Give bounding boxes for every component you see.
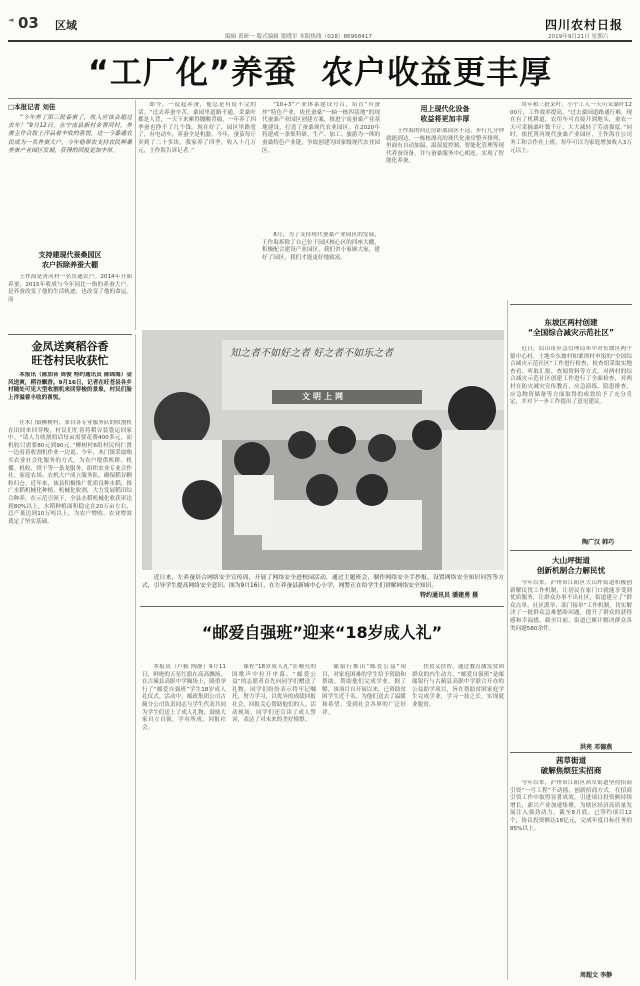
- photo-banner-text2: 文明上网: [302, 392, 346, 401]
- col-divider: [135, 100, 136, 330]
- lead-col3: “10+3”产业体系建设号召，培育“川蚕丝”特色产业，依托蚕桑“一轴一核四基地”的现代蚕桑产业园区创建方案，推进宁南蚕桑产业基地建设，打造了蚕桑现代农业园区。在2020年将建成一条集科研、生产、加工、旅游为一体的蚕桑特色产业链，争取创建为国家级现代农业园区。: [262, 102, 380, 154]
- page-number-badge: ◄ 03: [8, 14, 39, 32]
- bottom-col1: 本报讯（卢筱 陶静）9月11日，鲜艳的五星红旗在高高飘扬，在古蔺县高职中学操场上，隆重举行了“邮爱自强班”学生18岁成人礼仪式。活动中，邮政集团公司古蔺分公司负责同志与学生代表共同为学生们送上了成人礼物，鼓励大家自立自强，学有所成，回报社会。: [142, 664, 226, 731]
- issue-date: 2019年9月21日 星期六: [548, 34, 609, 40]
- lead-rule: [8, 98, 632, 99]
- lead-byline: □本报记者 刘佳: [8, 103, 56, 111]
- lead-subhead: 支持建现代蚕桑园区 农户拆除养蚕大棚: [38, 251, 102, 269]
- east-story-body: 近日，眉山市应急管理局率中对东坡区两个镇中心村、土地乡东坡村和栗坝村申报的“全国综合减灾示范社区”工作进行检查，检查组采取实地查看、听取汇报、查阅资料等方式，对两村的综合减灾示范社区创建工作进行了全面检查，对两村在防灾减灾宣传教育、应急演练、隐患排查、应急物资储备等方面取得的成效给予了充分肯定，并对下一步工作提出了意见建议。: [510, 346, 632, 406]
- jianping-story-body: 今年以来，泸州市江阳区茜草街道坚持招商引资“一号工程”不动摇，创新招商方式，在招商引资工作中取得显著成效，引进项目投资额持续增长，新兴产业加速集聚，为辖区经济高质量发展注入强劲动力，截至8月底，已签约项目12个，协议投资额达18亿元，完成年度目标任务的85%以上。: [510, 780, 632, 832]
- left-story-rule: [8, 334, 132, 335]
- bottom-story-rule: [140, 606, 504, 607]
- bottom-headline: “邮爱自强班”迎来“18岁成人礼”: [201, 623, 443, 642]
- east-story-rule: [510, 304, 632, 305]
- lead-intro: “今年养了第三批春蚕了，收入应该会超过去年！”9月12日，在宁南县新村乡箐河村，养蚕主作合股上洋品着丰收的喜悦。这一今番通农民成为一名养蚕大户，今年他带农支持农民种桑养蚕产业园区发展，获得的回报更加丰厚。: [8, 115, 132, 154]
- lead-col2: 如今，一说起养蚕，他总是有说不完的话。“过去养蚕辛苦，桑园里道路不通，采桑叶都是人背，一天下来累得腰酸背痛，一年养了四季蚕也挣不了几个钱。现在好了，园区里路宽了，有电动车，养蚕全是机器。今年，蚕茧每斤卖到了二十多块，我家养了四季，收入十几万元，王作海告诉记者。”: [138, 102, 256, 154]
- dashan-story-credit: 洪亮 邓德燕: [580, 744, 613, 751]
- dashan-story-rule: [510, 550, 632, 551]
- bottom-col3: 储银行推出“邮爱公益”项目，对家庭困难的学生给予资助和帮助，帮助他们完成学业。据了解，该项目自开展以来，已资助贫困学生近千名，为他们送去了温暖和希望，受到社会各界的广泛好评。: [322, 664, 406, 716]
- dashan-story-headline: 大山坪街道 创新机制合力解民忧: [536, 556, 606, 575]
- dashan-story-body: 今年以来，泸州市江阳区大山坪街道积极创新解民忧工作机制，让居民在家门口就能享受到优质服务，让群众办事不出社区，街道建立了“群众点单、社区派单、部门接单”工作机制，切实解决了一批群众急难愁盼问题，提升了群众的获得感和幸福感。截至目前，街道已累计解决群众各类问题580余件。: [510, 580, 632, 632]
- photo-caption: 近日来，左养蚕培合网络安全宣传周，开展了网络安全进校园活动，通过主题班会、制作网络安全手抄报、设置网络安全知识问答等方式，引导学生提高网络安全意识。图为9月16日，在左养蚕县新城中心小学，网警正在给学生们讲解网络安全知识。: [142, 575, 504, 589]
- lead-col5: 用年和三批采叶，小个工人一天可采桑叶1200斤，工作效率提高。“过去桑园道路通行难，现在有了机耕道，农用车可直接开到地头，蚕农一天可采摘桑叶数千斤，大大减轻了劳动强度。”同时，依托箐河现代蚕桑产业园区，王作海在公司务工和合作社上班，每年可以为家庭增加收入3万元以上。: [510, 102, 632, 154]
- left-story-body: 在木门镇柳树村，来自各专业服务队的收割机在田间来回穿梭，村民们忙着将稻谷装袋运回家中。“请人力收割的话每亩需要花费400多元，而机收只需要80元到90元。”柳树村6组村民何仁贤一边看着收割机作业一边说。今年，木门镇采取购买农业社会化服务的方式，为农户提供机耕、机播、机收、烘干等一条龙服务，组织农业专业合作社、家庭农场、农机大户成立服务队，确保稻谷颗粒归仓。近年来，该县积极推广优质良种水稻，推广水稻机械化种植、机械化收割，大力发展稻田综合种养，在示范引领下，全县水稻机械化收获率达到80%以上，水稻种植面积稳定在20万亩左右，总产量达到10万吨以上，为农户增收、农业增效奠定了坚实基础。: [8, 420, 132, 525]
- editors-line: 编辑 黄研一 版式编辑 梁晓军 本版热线（028）86968417: [225, 34, 372, 40]
- east-story-credit: 陶广汉 韩巧: [582, 539, 615, 546]
- lead-headline: “工厂化”养蚕 农户收益更丰厚: [87, 53, 553, 91]
- bottom-col2: 课程“18岁成人礼”在嘹亮的国歌声中拉开序幕，“邮爱公益”的志愿者首先向同学们赠送了礼物，同学们纷纷表示将牢记嘱托，努力学习，以优异的成绩回报社会，回报关心帮助他们的人。活动现场，同学们还宣读了成人誓词，表达了对未来的美好憧憬。: [232, 664, 316, 724]
- photo-credit: 特约通讯员 潘建勇 摄: [420, 592, 479, 599]
- lead-col1: 王作海是箐河村一名普通农户。2014年开始养蚕，2015年收成与今年同比一指的养蚕大户。是养蚕改变了他的生活轨迹，也改变了他的命运。而: [8, 274, 132, 303]
- left-story-headline: 金凤送爽稻谷香 旺苍村民收获忙: [31, 340, 109, 367]
- jianping-story-headline: 茜草街道 破解焦烦狂实招商: [540, 756, 602, 775]
- page-number: 03: [18, 14, 39, 32]
- lead-col4: 王作海的回迁房距离园区不远，步行几分钟就能到达。一栋栋漂亮的现代化蚕房整齐排列，里面有自动加温、温湿度控制、智能化管理等现代养蚕设备，并与蚕桑服务中心相连，实现了智能化养蚕。: [386, 128, 504, 165]
- bottom-col4: 扶贫又扶智，通过教育激发贫困群众的内生动力，“邮爱自强班”是邮储银行与古蔺县高职中学联合开办的公益助学项目，旨在帮助贫困家庭学生完成学业，学习一技之长，实现就业脱贫。: [412, 664, 504, 708]
- lead-col3b: 8月，为了支持现代蚕桑产业园区的发展，王作海拆除了自己位于园区核心区的四座大棚，积极配合建设产业园区，我们舍小家顾大家，建好了园区，我们才能更好地致富。: [262, 232, 380, 261]
- east-story-headline: 东坡区两村创建 “全国综合减灾示范社区”: [528, 318, 614, 337]
- masthead: 四川农村日报: [545, 18, 624, 32]
- photo-banner-text: 知之者不如好之者 好之者不如乐之者: [230, 348, 394, 359]
- section-name: 区域: [55, 19, 77, 32]
- lead-col4-subhead: 用上现代化设备 收益将更加丰厚: [420, 105, 470, 123]
- header-rule: [8, 40, 632, 42]
- col-divider: [135, 334, 136, 980]
- jianping-story-credit: 周超文 李静: [580, 972, 613, 979]
- left-story-byline: 本报讯（陈加音 周俊 特约通讯员 陈锦海）金风送爽，稻谷飘香。9月16日，记者在旺苍县各乡村随处可见大型收割机来回穿梭的景象，村民们脸上洋溢着丰收的喜悦。: [8, 372, 132, 401]
- classroom-photo: [142, 330, 504, 570]
- classroom-photo-illustration: [142, 330, 504, 570]
- jianping-story-rule: [510, 752, 632, 753]
- col-divider: [507, 300, 508, 980]
